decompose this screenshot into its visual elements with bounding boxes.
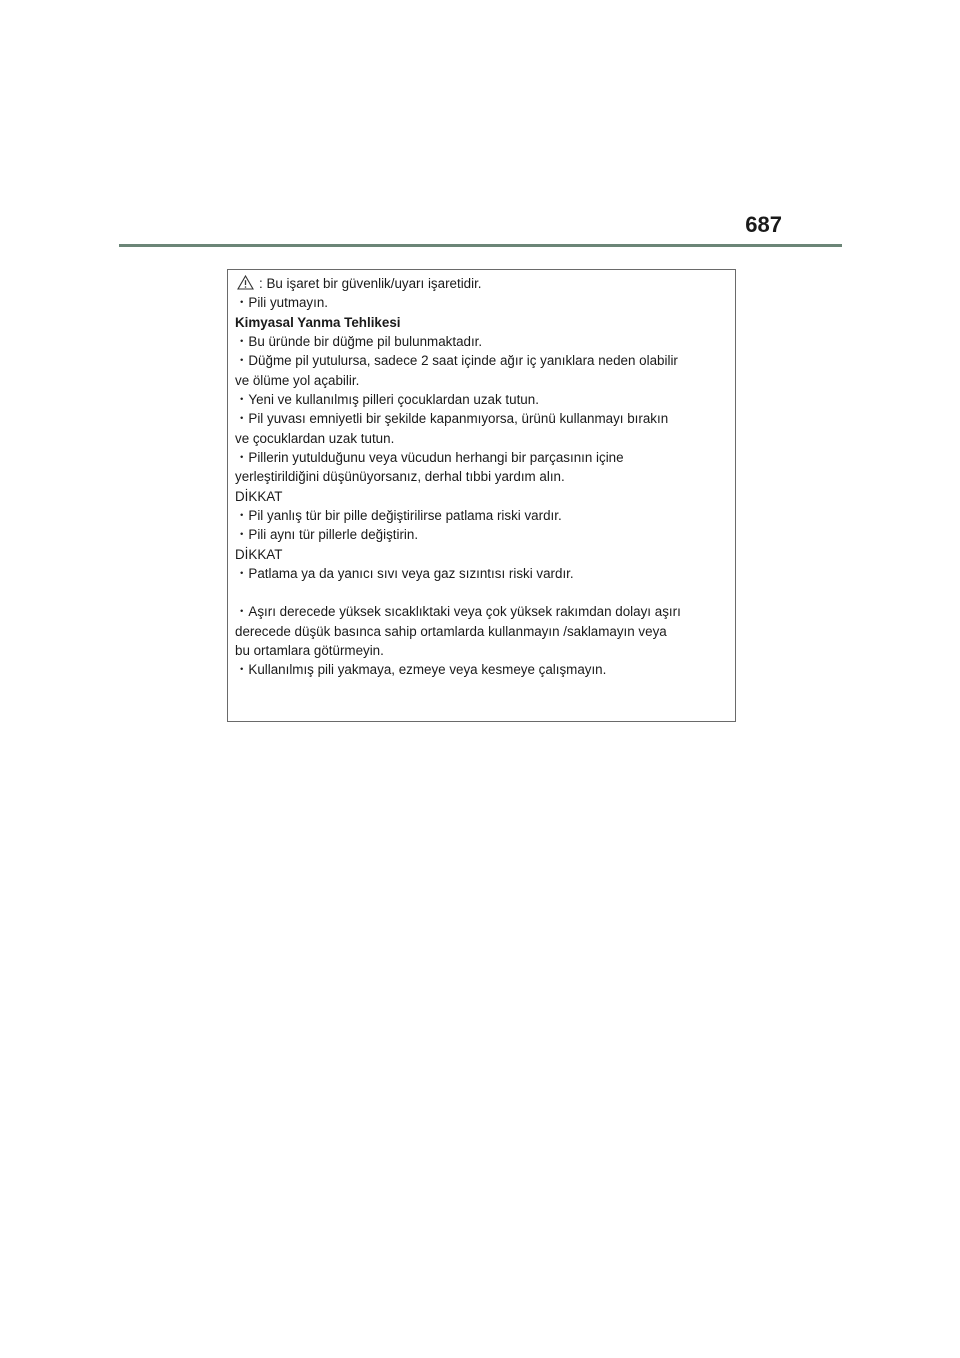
notice-line: ・Patlama ya da yanıcı sıvı veya gaz sızıntısı riski vardır. xyxy=(235,566,574,581)
battery-warning-notice xyxy=(227,269,736,722)
notice-line: yerleştirildiğini düşünüyorsanız, derhal tıbbi yardım alın. xyxy=(235,469,565,484)
notice-line: ・Pil yuvası emniyetli bir şekilde kapanmıyorsa, ürünü kullanmayı bırakın xyxy=(235,411,669,426)
notice-line: ・Pili aynı tür pillerle değiştirin. xyxy=(235,527,419,542)
header-rule xyxy=(119,244,842,247)
section-heading: DİKKAT xyxy=(235,489,283,504)
notice-line: ・Pil yanlış tür bir pille değiştirilirse patlama riski vardır. xyxy=(235,508,562,523)
page-number: 687 xyxy=(745,212,782,237)
notice-line: ・Bu üründe bir düğme pil bulunmaktadır. xyxy=(235,334,483,349)
warning-triangle-icon xyxy=(237,275,254,290)
notice-line: ・Düğme pil yutulursa, sadece 2 saat içinde ağır iç yanıklara neden olabilir xyxy=(235,353,678,368)
section-heading: DİKKAT xyxy=(235,547,283,562)
notice-line: bu ortamlara götürmeyin. xyxy=(235,643,384,658)
notice-line: ・Pili yutmayın. xyxy=(235,295,329,310)
notice-line: ve ölüme yol açabilir. xyxy=(235,373,360,388)
notice-line: derecede düşük basınca sahip ortamlarda kullanmayın /saklamayın veya xyxy=(235,624,667,639)
notice-line: ・Pillerin yutulduğunu veya vücudun herhangi bir parçasının içine xyxy=(235,450,624,465)
section-heading: Kimyasal Yanma Tehlikesi xyxy=(235,315,401,330)
warning-symbol-caption: : Bu işaret bir güvenlik/uyarı işaretidir. xyxy=(259,276,482,291)
notice-line: ve çocuklardan uzak tutun. xyxy=(235,431,395,446)
notice-line: ・Kullanılmış pili yakmaya, ezmeye veya kesmeye çalışmayın. xyxy=(235,662,607,677)
notice-line: ・Yeni ve kullanılmış pilleri çocuklardan uzak tutun. xyxy=(235,392,539,407)
notice-line: ・Aşırı derecede yüksek sıcaklıktaki veya çok yüksek rakımdan dolayı aşırı xyxy=(235,604,681,619)
